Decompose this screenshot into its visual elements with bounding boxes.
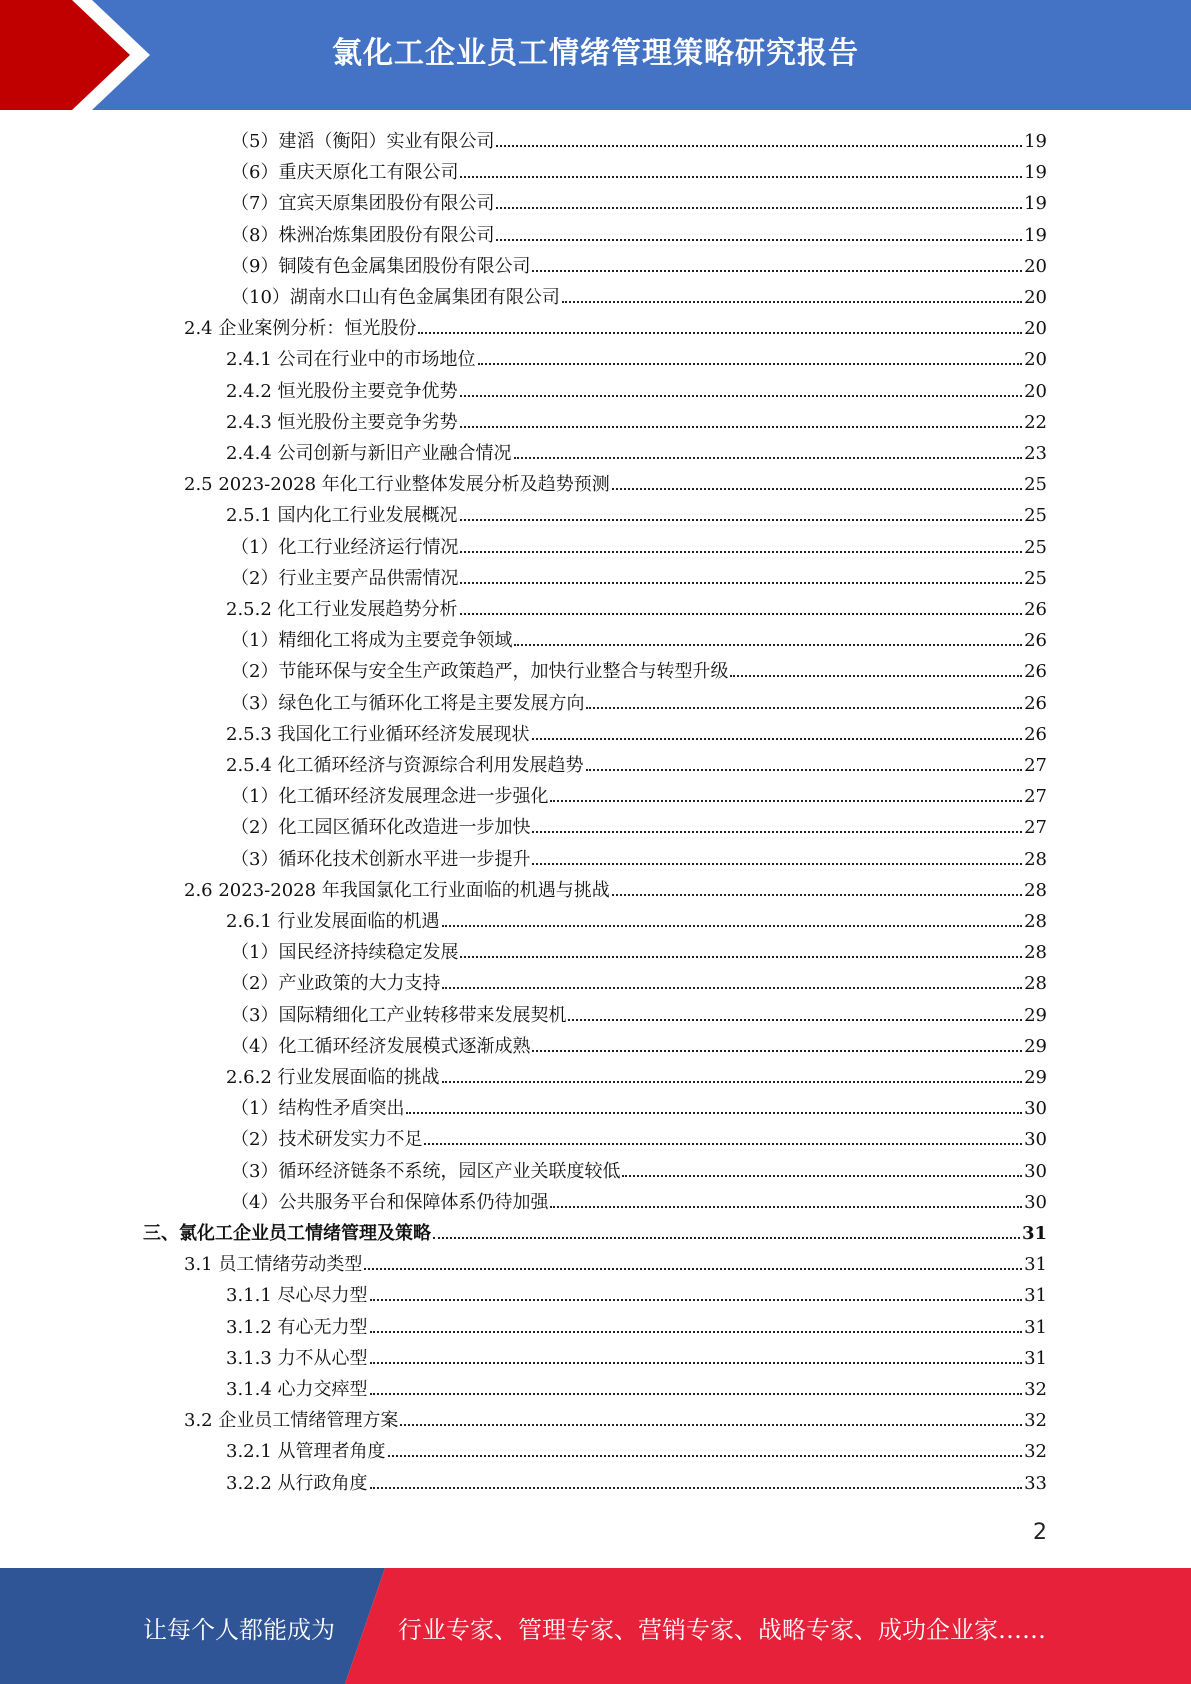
toc-entry-title: （2）节能环保与安全生产政策趋严，加快行业整合与转型升级	[231, 661, 729, 683]
toc-leader-dots	[370, 1317, 1023, 1333]
toc-leader-dots	[532, 849, 1022, 865]
toc-entry-page: 26	[1024, 599, 1047, 620]
toc-entry-title: （2）技术研发实力不足	[231, 1129, 423, 1151]
toc-entry[interactable]	[231, 938, 1047, 969]
toc-entry-page: 20	[1024, 380, 1047, 402]
toc-entry-page: 19	[1024, 131, 1047, 152]
toc-entry-title: 2.4.1 公司在行业中的市场地位	[226, 349, 476, 371]
toc-entry-page: 32	[1024, 1379, 1047, 1400]
toc-entry-title: 2.6 2023-2028 年我国氯化工行业面临的机遇与挑战	[184, 879, 610, 901]
toc-leader-dots	[586, 693, 1022, 709]
toc-entry[interactable]	[231, 813, 1047, 844]
toc-entry[interactable]	[226, 408, 1047, 439]
toc-leader-dots	[364, 1254, 1022, 1270]
toc-leader-dots	[460, 537, 1022, 553]
toc-entry[interactable]	[231, 221, 1047, 252]
toc-entry-page: 28	[1024, 848, 1047, 870]
toc-entry-page: 20	[1024, 318, 1047, 340]
toc-entry[interactable]	[231, 657, 1047, 688]
toc-entry-page: 28	[1024, 942, 1047, 964]
toc-entry[interactable]	[226, 377, 1047, 408]
toc-entry[interactable]	[226, 1437, 1047, 1468]
toc-entry[interactable]	[231, 252, 1047, 283]
toc-entry-title: 3.1.4 心力交瘁型	[226, 1379, 368, 1400]
toc-leader-dots	[406, 1098, 1022, 1114]
toc-entry[interactable]	[184, 1250, 1047, 1281]
toc-entry-title: 2.5 2023-2028 年化工行业整体发展分析及趋势预测	[184, 474, 610, 496]
toc-entry[interactable]	[231, 1001, 1047, 1032]
toc-entry-page: 25	[1024, 505, 1047, 527]
toc-entry-page: 31	[1021, 1223, 1047, 1244]
toc-entry-page: 27	[1024, 817, 1047, 839]
toc-entry-title: 3.1 员工情绪劳动类型	[184, 1254, 363, 1276]
toc-entry-title: 3.2.1 从管理者角度	[226, 1441, 386, 1463]
toc-entry[interactable]	[226, 501, 1047, 532]
toc-leader-dots	[442, 1067, 1023, 1083]
toc-leader-dots	[562, 287, 1022, 303]
toc-entry[interactable]	[231, 1094, 1047, 1125]
toc-entry-page: 26	[1024, 692, 1047, 714]
toc-leader-dots	[400, 1410, 1022, 1426]
toc-leader-dots	[433, 1223, 1020, 1239]
toc-entry-title: 3.2.2 从行政角度	[226, 1472, 368, 1494]
toc-entry-page: 27	[1024, 786, 1047, 808]
toc-entry-page: 26	[1024, 723, 1047, 745]
toc-entry-title: （6）重庆天原化工有限公司	[231, 162, 459, 184]
toc-entry-title: （3）循环化技术创新水平进一步提升	[231, 848, 531, 870]
toc-leader-dots	[514, 443, 1023, 459]
toc-entry-title: （8）株洲冶炼集团股份有限公司	[231, 224, 495, 246]
toc-entry[interactable]	[231, 158, 1047, 189]
toc-leader-dots	[460, 412, 1023, 428]
report-title: 氯化工企业员工情绪管理策略研究报告	[332, 36, 859, 71]
toc-leader-dots	[532, 256, 1022, 272]
toc-entry-page: 30	[1024, 1160, 1047, 1182]
toc-entry-page: 31	[1024, 1285, 1047, 1307]
toc-leader-dots	[370, 1379, 1023, 1395]
toc-entry-page: 28	[1024, 879, 1047, 901]
toc-entry-title: 3.2 企业员工情绪管理方案	[184, 1410, 399, 1432]
toc-entry-page: 30	[1024, 1129, 1047, 1151]
toc-entry-title: 2.5.4 化工循环经济与资源综合利用发展趋势	[226, 755, 584, 776]
toc-entry-title: （7）宜宾天原集团股份有限公司	[231, 193, 495, 215]
toc-entry-page: 20	[1024, 349, 1047, 371]
toc-leader-dots	[622, 1161, 1022, 1177]
toc-entry-page: 26	[1024, 630, 1047, 652]
toc-entry[interactable]	[226, 1063, 1047, 1094]
toc-leader-dots	[496, 193, 1022, 209]
toc-entry[interactable]	[231, 189, 1047, 220]
toc-entry[interactable]	[184, 314, 1047, 345]
toc-entry-page: 26	[1024, 661, 1047, 683]
toc-entry-title: 3.1.2 有心无力型	[226, 1316, 368, 1338]
toc-entry-page: 29	[1024, 1067, 1047, 1088]
toc-entry[interactable]	[226, 1375, 1047, 1406]
toc-entry-page: 19	[1024, 224, 1047, 246]
toc-entry[interactable]	[231, 533, 1047, 564]
toc-entry[interactable]	[231, 1032, 1047, 1063]
toc-leader-dots	[612, 474, 1022, 490]
toc-leader-dots	[550, 1192, 1022, 1208]
toc-entry-title: （4）化工循环经济发展模式逐渐成熟	[231, 1035, 531, 1057]
toc-entry-title: 2.6.1 行业发展面临的机遇	[226, 911, 440, 932]
toc-leader-dots	[370, 1285, 1023, 1301]
toc-entry-page: 28	[1024, 973, 1047, 995]
toc-leader-dots	[388, 1441, 1023, 1457]
toc-leader-dots	[460, 381, 1023, 397]
toc-leader-dots	[460, 568, 1022, 584]
toc-entry-page: 20	[1024, 287, 1047, 308]
toc-entry-title: （3）循环经济链条不系统，园区产业关联度较低	[231, 1160, 621, 1182]
toc-entry-page: 28	[1024, 911, 1047, 932]
toc-entry-title: 3.1.3 力不从心型	[226, 1347, 368, 1369]
toc-entry[interactable]	[231, 1188, 1047, 1219]
toc-entry-page: 31	[1024, 1254, 1047, 1276]
toc-leader-dots	[424, 1129, 1022, 1145]
toc-leader-dots	[586, 755, 1023, 771]
toc-entry-page: 25	[1024, 474, 1047, 496]
toc-entry[interactable]	[231, 689, 1047, 720]
toc-entry[interactable]	[226, 345, 1047, 376]
toc-entry-page: 30	[1024, 1191, 1047, 1213]
footer-slogan-left: 让每个人都能成为	[143, 1616, 335, 1644]
toc-entry-title: （1）结构性矛盾突出	[231, 1098, 405, 1120]
toc-leader-dots	[460, 505, 1023, 521]
toc-leader-dots	[460, 942, 1022, 958]
toc-entry[interactable]	[231, 845, 1047, 876]
toc-entry-page: 31	[1024, 1316, 1047, 1338]
toc-leader-dots	[370, 1348, 1023, 1364]
toc-entry-title: 三、氯化工企业员工情绪管理及策略	[143, 1223, 431, 1244]
toc-entry[interactable]	[231, 969, 1047, 1000]
toc-entry-title: （2）化工园区循环化改造进一步加快	[231, 817, 531, 839]
toc-leader-dots	[496, 131, 1022, 147]
toc-entry[interactable]	[231, 283, 1047, 314]
toc-entry-title: （1）化工循环经济发展理念进一步强化	[231, 786, 549, 808]
toc-leader-dots	[478, 349, 1023, 365]
toc-entry-page: 32	[1024, 1410, 1047, 1432]
toc-entry-title: 2.4.3 恒光股份主要竞争劣势	[226, 411, 458, 433]
toc-entry-page: 25	[1024, 536, 1047, 558]
toc-entry-title: 2.4.2 恒光股份主要竞争优势	[226, 380, 458, 402]
toc-leader-dots	[532, 724, 1023, 740]
footer-slogan-right: 行业专家、管理专家、营销专家、战略专家、成功企业家……	[398, 1616, 1046, 1644]
toc-entry-page: 22	[1024, 411, 1047, 433]
toc-entry[interactable]	[231, 782, 1047, 813]
toc-entry-title: （1）化工行业经济运行情况	[231, 536, 459, 558]
toc-leader-dots	[370, 1473, 1023, 1489]
toc-entry-title: （3）国际精细化工产业转移带来发展契机	[231, 1004, 567, 1026]
toc-entry-title: （1）精细化工将成为主要竞争领域	[231, 630, 513, 652]
page-number: 2	[1033, 1520, 1047, 1545]
toc-entry-page: 29	[1024, 1035, 1047, 1057]
toc-entry[interactable]	[231, 1157, 1047, 1188]
toc-entry[interactable]	[226, 1313, 1047, 1344]
toc-entry[interactable]	[226, 751, 1047, 782]
toc-entry-page: 23	[1024, 443, 1047, 464]
toc-entry-title: （3）绿色化工与循环化工将是主要发展方向	[231, 692, 585, 714]
toc-entry[interactable]	[184, 876, 1047, 907]
toc-entry-title: 2.6.2 行业发展面临的挑战	[226, 1067, 440, 1088]
toc-entry[interactable]	[226, 720, 1047, 751]
toc-entry[interactable]	[226, 907, 1047, 938]
toc-entry-title: 2.4.4 公司创新与新旧产业融合情况	[226, 443, 512, 464]
toc-entry-page: 27	[1024, 755, 1047, 776]
toc-leader-dots	[442, 911, 1023, 927]
toc-entry[interactable]	[231, 564, 1047, 595]
toc-entry[interactable]	[226, 595, 1047, 626]
toc-leader-dots	[514, 630, 1022, 646]
toc-leader-dots	[612, 880, 1022, 896]
toc-leader-dots	[442, 973, 1022, 989]
toc-entry-page: 33	[1024, 1472, 1047, 1494]
toc-leader-dots	[460, 599, 1023, 615]
toc-entry-title: （4）公共服务平台和保障体系仍待加强	[231, 1191, 549, 1213]
toc-entry[interactable]	[231, 626, 1047, 657]
toc-entry-page: 19	[1024, 193, 1047, 215]
toc-leader-dots	[532, 1036, 1022, 1052]
toc-entry-title: 2.5.2 化工行业发展趋势分析	[226, 599, 458, 620]
toc-entry-page: 19	[1024, 162, 1047, 184]
toc-entry-title: （1）国民经济持续稳定发展	[231, 942, 459, 964]
toc-entry-page: 25	[1024, 567, 1047, 589]
toc-leader-dots	[496, 225, 1022, 241]
toc-entry-title: （2）产业政策的大力支持	[231, 973, 441, 995]
toc-entry-title: 3.1.1 尽心尽力型	[226, 1285, 368, 1307]
toc-leader-dots	[568, 1005, 1022, 1021]
toc-entry-title: （9）铜陵有色金属集团股份有限公司	[231, 255, 531, 277]
toc-entry-title: 2.5.1 国内化工行业发展概况	[226, 505, 458, 527]
toc-leader-dots	[730, 661, 1022, 677]
toc-entry[interactable]	[143, 1219, 1047, 1250]
toc-entry-page: 30	[1024, 1098, 1047, 1120]
toc-entry[interactable]	[226, 1281, 1047, 1312]
toc-entry-page: 31	[1024, 1347, 1047, 1369]
toc-entry[interactable]	[226, 1344, 1047, 1375]
page-header	[0, 0, 1191, 110]
toc-entry[interactable]	[231, 127, 1047, 158]
toc-entry-title: （10）湖南水口山有色金属集团有限公司	[231, 287, 560, 308]
toc-entry[interactable]	[226, 439, 1047, 470]
toc-entry[interactable]	[226, 1469, 1047, 1500]
toc-leader-dots	[460, 162, 1022, 178]
toc-entry-title: 2.5.3 我国化工行业循环经济发展现状	[226, 723, 530, 745]
toc-entry[interactable]	[231, 1125, 1047, 1156]
toc-entry[interactable]	[184, 1406, 1047, 1437]
page-footer	[0, 1568, 1191, 1684]
toc-entry-page: 32	[1024, 1441, 1047, 1463]
toc-leader-dots	[418, 318, 1022, 334]
toc-leader-dots	[550, 786, 1022, 802]
toc-entry[interactable]	[184, 470, 1047, 501]
toc-entry-title: （5）建滔（衡阳）实业有限公司	[231, 131, 495, 152]
toc-entry-page: 20	[1024, 255, 1047, 277]
toc-leader-dots	[532, 817, 1022, 833]
toc-entry-title: 2.4 企业案例分析：恒光股份	[184, 318, 417, 340]
toc-entry-page: 29	[1024, 1004, 1047, 1026]
toc-entry-title: （2）行业主要产品供需情况	[231, 567, 459, 589]
